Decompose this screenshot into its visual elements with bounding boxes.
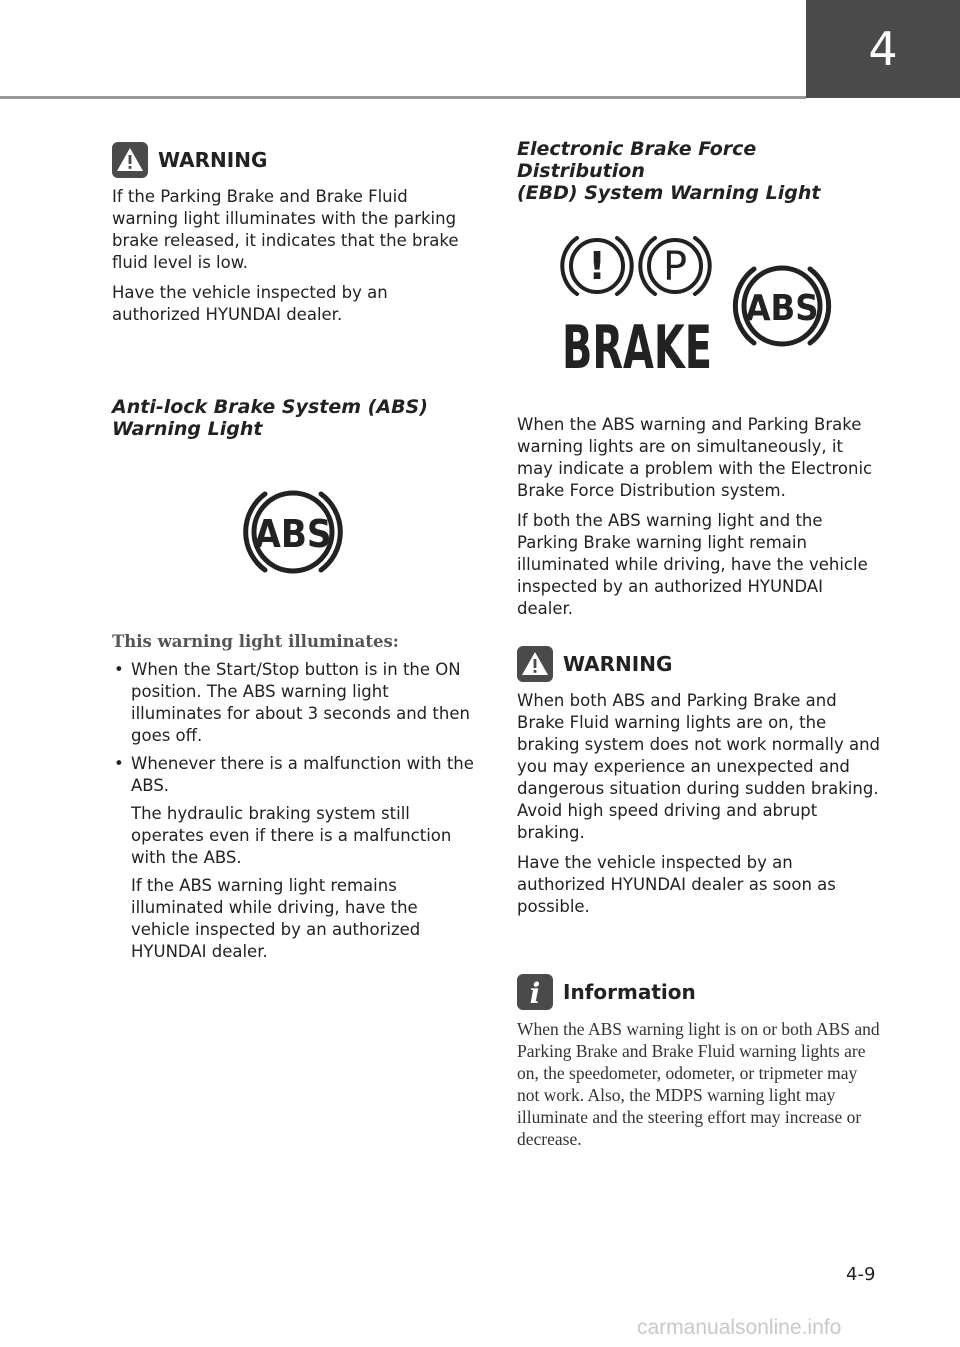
abs-heading-line1: Anti-lock Brake System (ABS) xyxy=(112,396,428,418)
warning-header xyxy=(112,142,474,178)
info-icon-letter: i xyxy=(529,977,541,1010)
information-header xyxy=(517,974,882,1010)
warning-icon xyxy=(517,646,553,682)
warning-paragraph: If the Parking Brake and Brake Fluid warning light illuminates with the parking brake released, it indicates that the brake fluid level is low. xyxy=(112,187,459,272)
ebd-paragraph: If both the ABS warning light and the Parking Brake warning light remain illuminated while driving, have the vehicle inspected by an authorized HYUNDAI dealer. xyxy=(517,511,868,618)
list-item xyxy=(112,753,474,963)
chapter-tab xyxy=(806,0,960,98)
brake-text: BRAKE xyxy=(562,313,712,376)
ebd-section-heading xyxy=(517,138,882,204)
abs-icon-text: ABS xyxy=(254,512,332,556)
chapter-number: 4 xyxy=(868,22,898,76)
info-icon xyxy=(517,974,553,1010)
warning-block xyxy=(517,646,882,918)
right-column xyxy=(517,138,882,1150)
warning-block xyxy=(112,142,474,326)
watermark: carmanualsonline.info xyxy=(637,1316,842,1339)
abs-heading-line2: Warning Light xyxy=(112,418,263,440)
ebd-paragraph: When the ABS warning and Parking Brake warning lights are on simultaneously, it may indicate a problem with the Electronic Brake Force Distribution system. xyxy=(517,415,873,500)
header-divider xyxy=(0,96,806,99)
page-number: 4-9 xyxy=(846,1264,876,1285)
warning-paragraph: Have the vehicle inspected by an authorized HYUNDAI dealer as soon as possible. xyxy=(517,853,836,916)
abs-section-heading xyxy=(112,396,474,440)
ebd-heading-line1: Electronic Brake Force Distribution xyxy=(517,138,757,182)
information-text: When the ABS warning light is on or both ABS and Parking Brake and Brake Fluid warning lights are on, the speedometer, odometer, or tripmeter may not work. Also, the MDPS warning light may illuminate and the steering effort may increase or decrease. xyxy=(517,1019,880,1149)
abs-warning-light-icon xyxy=(112,478,474,586)
list-item-note: The hydraulic braking system still operates even if there is a malfunction with the ABS. xyxy=(131,804,452,867)
list-item-text: • Whenever there is a malfunction with the ABS. xyxy=(131,754,474,795)
ebd-warning-lights-icon xyxy=(517,234,882,376)
information-title: Information xyxy=(563,980,696,1004)
ebd-heading-line2: (EBD) System Warning Light xyxy=(517,182,821,204)
illuminates-subheading: This warning light illuminates: xyxy=(112,632,399,651)
brake-exclaim-mark: ! xyxy=(588,244,606,288)
left-column xyxy=(112,142,474,969)
warning-icon xyxy=(112,142,148,178)
information-block xyxy=(517,974,882,1150)
abs-ring-text: ABS xyxy=(745,288,819,329)
warning-paragraph: When both ABS and Parking Brake and Brake Fluid warning lights are on, the braking system does not work normally and you may experience an unexpected and dangerous situation during sudden braking. Avoid high speed driving and abrupt braking. xyxy=(517,691,881,842)
list-item-text: • When the Start/Stop button is in the ON position. The ABS warning light illuminates for about 3 seconds and then goes off. xyxy=(131,660,470,745)
illumination-conditions-list xyxy=(112,659,474,963)
warning-header xyxy=(517,646,882,682)
warning-paragraph: Have the vehicle inspected by an authorized HYUNDAI dealer. xyxy=(112,283,388,324)
warning-title: WARNING xyxy=(158,148,268,172)
list-item xyxy=(112,659,474,747)
parking-p-letter: P xyxy=(662,244,688,290)
list-item-note: If the ABS warning light remains illuminated while driving, have the vehicle inspected by an authorized HYUNDAI dealer. xyxy=(131,876,421,961)
warning-title: WARNING xyxy=(563,652,673,676)
